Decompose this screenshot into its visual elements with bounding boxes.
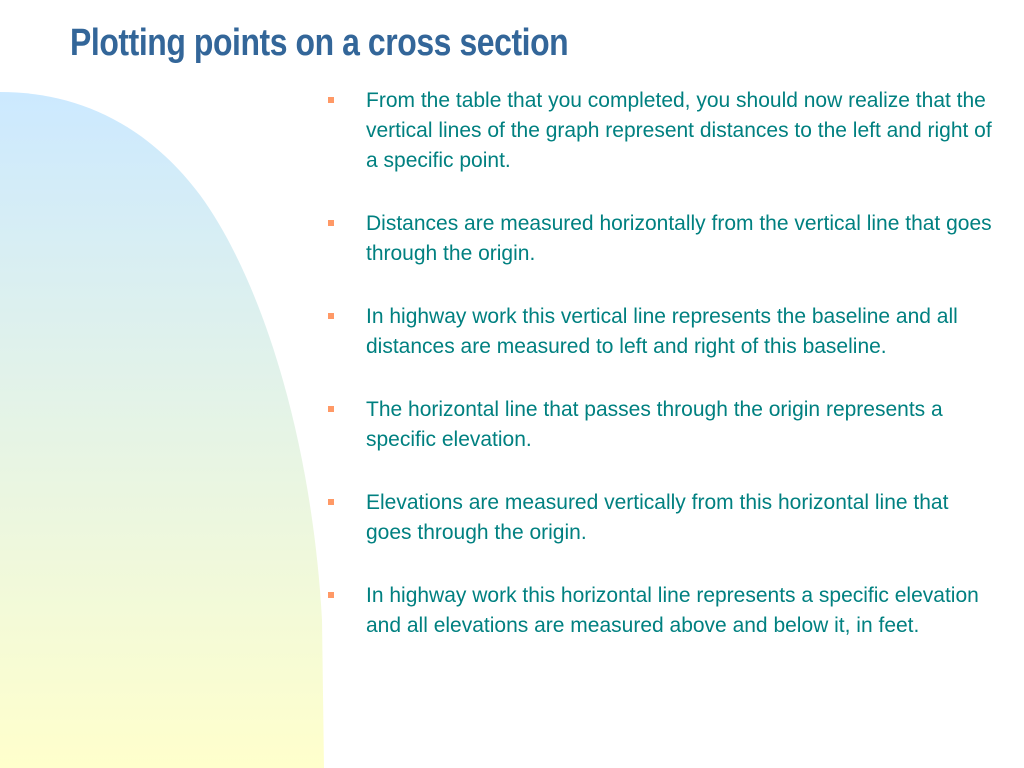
bullet-text: From the table that you completed, you should now realize that the vertical lines of the graph represent distances to the left and right of a specific point. <box>366 89 992 172</box>
square-bullet-icon <box>328 313 334 319</box>
square-bullet-icon <box>328 499 334 505</box>
bullet-text: Elevations are measured vertically from this horizontal line that goes through the origin. <box>366 491 949 544</box>
square-bullet-icon <box>328 97 334 103</box>
slide-title: Plotting points on a cross section <box>70 22 569 64</box>
bullet-item <box>326 302 996 362</box>
bullet-item <box>326 488 996 548</box>
bullet-item <box>326 86 996 176</box>
bullet-text: In highway work this vertical line represents the baseline and all distances are measured to left and right of this baseline. <box>366 305 958 358</box>
bullet-text: In highway work this horizontal line represents a specific elevation and all elevations are measured above and below it, in feet. <box>366 584 979 637</box>
bullet-item <box>326 581 996 641</box>
bullet-item <box>326 395 996 455</box>
square-bullet-icon <box>328 406 334 412</box>
square-bullet-icon <box>328 592 334 598</box>
bullet-text: Distances are measured horizontally from the vertical line that goes through the origin. <box>366 212 992 265</box>
bullet-list <box>326 86 996 674</box>
bullet-text: The horizontal line that passes through the origin represents a specific elevation. <box>366 398 943 451</box>
bullet-item <box>326 209 996 269</box>
square-bullet-icon <box>328 220 334 226</box>
